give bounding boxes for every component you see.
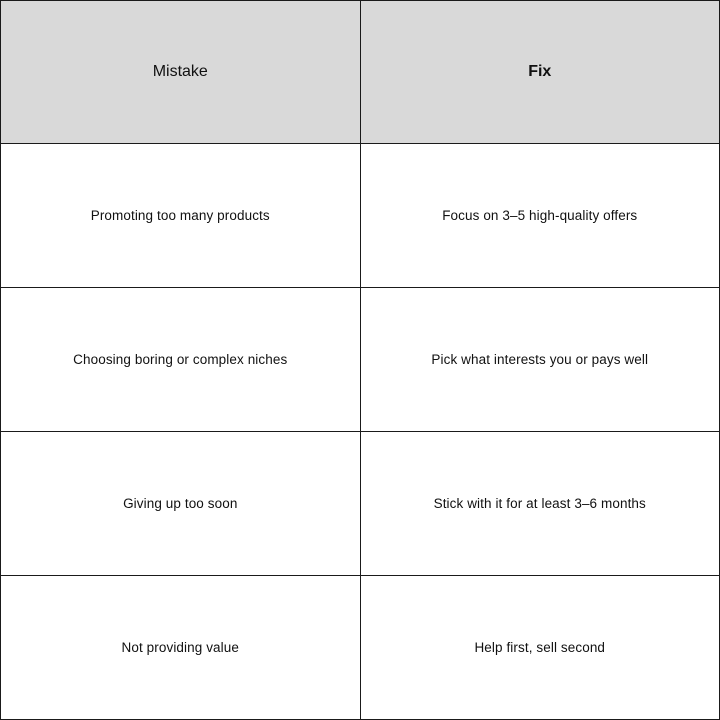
mistake-cell: Giving up too soon	[1, 432, 361, 576]
table-row	[1, 144, 720, 288]
mistake-cell: Promoting too many products	[1, 144, 361, 288]
fix-cell: Help first, sell second	[360, 576, 720, 720]
header-fix: Fix	[360, 1, 720, 144]
fix-cell: Focus on 3–5 high-quality offers	[360, 144, 720, 288]
mistake-cell: Choosing boring or complex niches	[1, 288, 361, 432]
table-header	[1, 1, 720, 144]
table-row	[1, 432, 720, 576]
fix-cell: Stick with it for at least 3–6 months	[360, 432, 720, 576]
table-row	[1, 288, 720, 432]
header-mistake: Mistake	[1, 1, 361, 144]
mistake-cell: Not providing value	[1, 576, 361, 720]
header-row	[1, 1, 720, 144]
fix-cell: Pick what interests you or pays well	[360, 288, 720, 432]
table-body	[1, 144, 720, 720]
table-row	[1, 576, 720, 720]
